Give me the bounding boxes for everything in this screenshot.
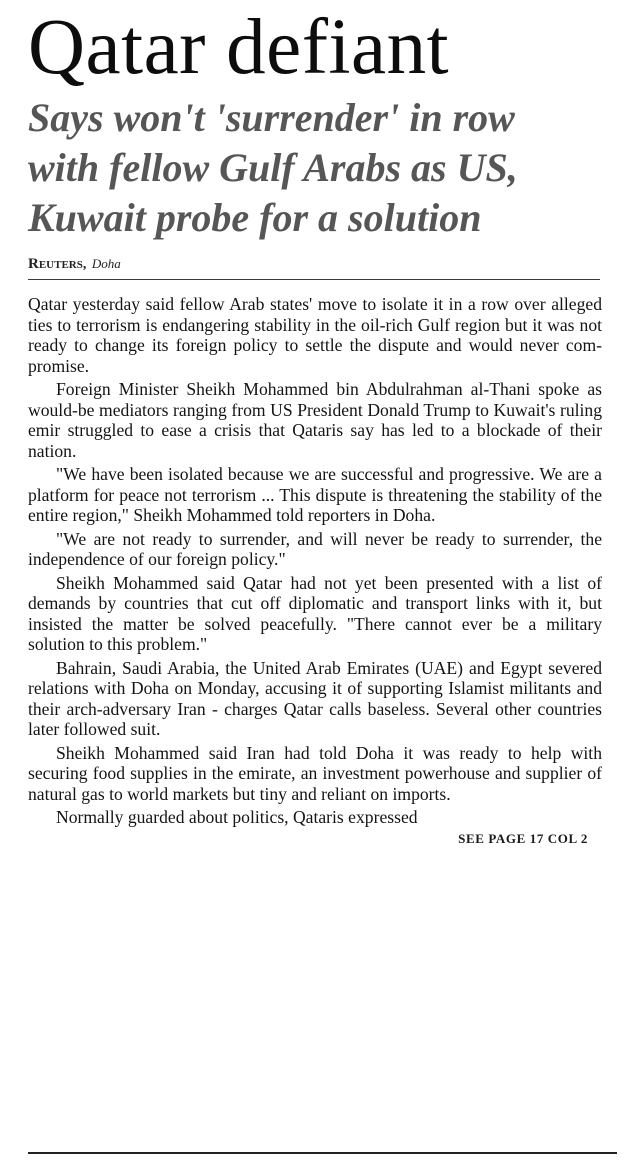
headline: Qatar defiant xyxy=(28,4,450,91)
body-paragraph: Sheikh Mohammed said Qatar had not yet been presented with a list of demands by countries that cut off diplomatic and transport links with it, but insisted the matter be solved peacefully. "There cannot ever be a military solution to this problem." xyxy=(28,572,602,654)
byline-divider xyxy=(28,279,600,280)
bottom-divider xyxy=(28,1152,617,1154)
body-paragraph: Normally guarded about politics, Qataris expressed xyxy=(56,807,418,827)
body-paragraph: "We have been isolated because we are successful and progressive. We are a platform for peace not terrorism ... This dispute is threatening the stability of the entire region," Sheikh Mohammed told reporters in Doha. xyxy=(28,464,602,525)
body-paragraph: Qatar yesterday said fellow Arab states' move to isolate it in a row over alleged ties to terrorism is endangering stability in the oil-rich Gulf region but it was not ready to change its foreign policy to settle the dispute and would never compromise. xyxy=(28,294,602,376)
byline-dateline: Doha xyxy=(91,256,121,271)
body-paragraph: "We are not ready to surrender, and will never be ready to surrender, the independence of our foreign policy." xyxy=(28,528,602,569)
body-paragraph: Sheikh Mohammed said Iran had told Doha it was ready to help with securing food supplies in the emirate, an investment powerhouse and supplier of natural gas to world markets but tiny and reliant on imports. xyxy=(28,742,602,804)
subheadline: Says won't 'surrender' in row with fellow Gulf Arabs as US, Kuwait probe for a solution xyxy=(28,95,518,240)
article-body xyxy=(28,294,602,828)
byline-separator: , xyxy=(82,257,87,272)
byline xyxy=(28,256,602,273)
body-paragraph: Bahrain, Saudi Arabia, the United Arab Emirates (UAE) and Egypt severed relations with Doha on Monday, accusing it of supporting Islamist militants and their arch-adversary Iran - charges Qatar calls baseless. Several other countries later followed suit. xyxy=(28,657,602,739)
byline-agency: Reuters xyxy=(28,256,83,272)
body-paragraph: Foreign Minister Sheikh Mohammed bin Abdulrahman al-Thani spoke as would-be mediators ranging from US President Donald Trump to Kuwait's ruling emir struggled to ease a crisis that Qataris say has led to a blockade of their nation. xyxy=(28,379,602,461)
continuation-note: SEE PAGE 17 COL 2 xyxy=(458,830,588,846)
